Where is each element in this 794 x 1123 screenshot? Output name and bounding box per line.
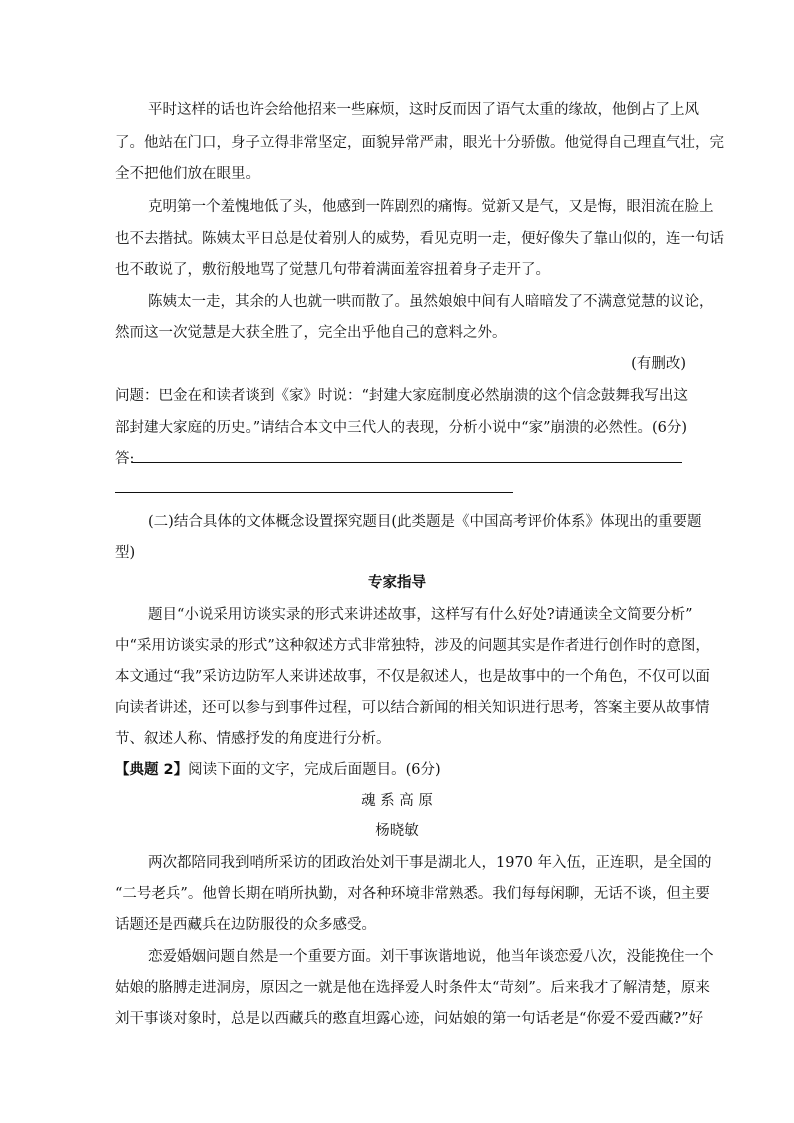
passage2-p1-line2: “二号老兵”。他曾长期在哨所执勤，对各种环境非常熟悉。我们每每闲聊，无话不谈，但主要: [115, 886, 710, 902]
passage1-p1-line1: 平时这样的话也许会给他招来一些麻烦，这时反而因了语气太重的缘故，他倒占了上风: [148, 102, 699, 118]
article-title: 魂 系 高 原: [361, 793, 433, 809]
guidance-line3: 本文通过“我”采访边防军人来讲述故事，不仅是叙述人，也是故事中的一个角色，不仅可以面: [115, 669, 710, 685]
answer-line-2[interactable]: [115, 492, 513, 493]
passage1-p2-line1: 克明第一个羞愧地低了头，他感到一阵剧烈的痛悔。觉新又是气，又是悔，眼泪流在脸上: [148, 199, 714, 215]
source-note: (有删改): [631, 356, 686, 372]
example2-instruction: 阅读下面的文字，完成后面题目。(6分): [188, 762, 441, 778]
passage2-p1-line1: 两次都陪同我到哨所采访的团政治处刘干事是湖北人，1970 年入伍，正连职，是全国的: [148, 855, 712, 871]
section2-line1: (二)结合具体的文体概念设置探究题目(此类题是《中国高考评价体系》体现出的重要题: [148, 514, 702, 530]
answer-label: 答:: [115, 451, 135, 467]
passage1-p2-line2: 也不去揩拭。陈姨太平日总是仗着别人的威势，看见克明一走，便好像失了靠山似的，连一句话: [115, 231, 724, 247]
example2-tag: 【典题 2】: [115, 762, 189, 778]
example2-line: [115, 760, 441, 780]
guidance-line4: 向读者讲述，还可以参与到事件过程，可以结合新闻的相关知识进行思考，答案主要从故事情: [115, 700, 710, 716]
guidance-line1: 题目“小说采用访谈实录的形式来讲述故事，这样写有什么好处?请通读全文简要分析”: [148, 607, 693, 623]
passage1-p3-line1: 陈姨太一走，其余的人也就一哄而散了。虽然娘娘中间有人暗暗发了不满意觉慧的议论，: [148, 294, 714, 310]
guidance-line2: 中“采用访谈实录的形式”这种叙述方式非常独特，涉及的问题其实是作者进行创作时的意图，: [115, 638, 710, 654]
expert-guidance-heading: 专家指导: [368, 575, 426, 591]
article-author: 杨晓敏: [375, 823, 419, 839]
question-line1: 问题：巴金在和读者谈到《家》时说：“封建大家庭制度必然崩溃的这个信念鼓舞我写出这: [115, 388, 688, 404]
passage2-p2-line2: 姑娘的胳膊走进洞房，原因之一就是他在选择爱人时条件太“苛刻”。后来我才了解清楚，原来: [115, 980, 710, 996]
passage1-p1-line2: 了。他站在门口，身子立得非常坚定，面貌异常严肃，眼光十分骄傲。他觉得自己理直气壮，完: [115, 135, 724, 151]
passage1-p3-line2: 然而这一次觉慧是大获全胜了，完全出乎他自己的意料之外。: [115, 325, 507, 341]
section2-line2: 型): [115, 545, 136, 561]
passage1-p1-line3: 全不把他们放在眼里。: [115, 166, 260, 182]
passage2-p1-line3: 话题还是西藏兵在边防服役的众多感受。: [115, 917, 376, 933]
answer-line-1[interactable]: [132, 462, 682, 463]
passage1-p2-line3: 也不敢说了，敷衍般地骂了觉慧几句带着满面羞容扭着身子走开了。: [115, 262, 550, 278]
passage2-p2-line3: 刘干事谈对象时，总是以西藏兵的憨直坦露心迹，问姑娘的第一句话老是“你爱不爱西藏?”好: [115, 1011, 704, 1027]
question-line2: 部封建大家庭的历史。”请结合本文中三代人的表现，分析小说中“家”崩溃的必然性。(6分): [115, 420, 688, 436]
guidance-line5: 节、叙述人称、情感抒发的角度进行分析。: [115, 731, 391, 747]
passage2-p2-line1: 恋爱婚姻问题自然是一个重要方面。刘干事诙谐地说，他当年谈恋爱八次，没能挽住一个: [148, 949, 714, 965]
